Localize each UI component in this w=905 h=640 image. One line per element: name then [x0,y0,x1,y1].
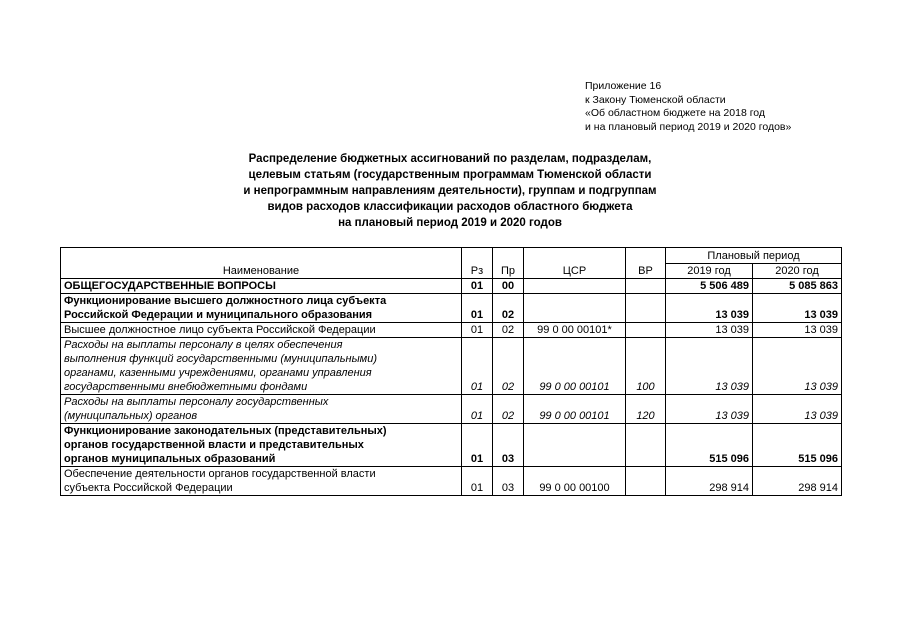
row-2019: 13 039 [666,323,753,338]
row-2020: 13 039 [753,395,842,424]
row-pr: 00 [493,279,524,294]
row-2019: 515 096 [666,424,753,467]
document-title [160,151,740,231]
table-row [61,467,842,496]
row-name-line: Обеспечение деятельности органов государственной власти [64,468,376,480]
row-name-line: (муниципальных) органов [64,410,198,422]
row-2020: 13 039 [753,323,842,338]
row-name [61,467,462,496]
row-csr [524,294,626,323]
row-csr: 99 0 00 00101 [524,395,626,424]
row-csr [524,424,626,467]
title-line: целевым статьям (государственным программам Тюменской области [248,169,652,181]
row-name-line: Расходы на выплаты персоналу в целях обеспечения [64,339,343,351]
row-rz: 01 [462,467,493,496]
row-name-line: ОБЩЕГОСУДАРСТВЕННЫЕ ВОПРОСЫ [64,280,276,292]
table-body [61,279,842,496]
table-row [61,323,842,338]
row-name-line: Функционирование законодательных (представительных) [64,425,387,437]
budget-table [60,247,842,496]
row-2019: 298 914 [666,467,753,496]
row-name-line: Высшее должностное лицо субъекта Российской Федерации [64,324,376,336]
header-name: Наименование [61,248,462,279]
title-line: видов расходов классификации расходов областного бюджета [267,201,633,213]
table-row [61,279,842,294]
row-rz: 01 [462,279,493,294]
row-rz: 01 [462,294,493,323]
row-2020: 13 039 [753,338,842,395]
row-name-line: Функционирование высшего должностного лица субъекта [64,295,387,307]
row-csr: 99 0 00 00101* [524,323,626,338]
row-2020: 515 096 [753,424,842,467]
row-pr: 02 [493,338,524,395]
row-rz: 01 [462,424,493,467]
row-name-line: субъекта Российской Федерации [64,482,233,494]
row-vr [626,467,666,496]
table-row [61,294,842,323]
table-row [61,338,842,395]
table-row [61,424,842,467]
header-vr: ВР [626,248,666,279]
row-name [61,338,462,395]
annex-line: Приложение 16 [585,80,662,92]
row-name [61,279,462,294]
row-2019: 13 039 [666,294,753,323]
annex-line: к Закону Тюменской области [585,93,726,106]
row-name-line: выполнения функций государственными (муниципальными) [64,353,377,365]
table-row [61,395,842,424]
row-name-line: органов государственной власти и представительных [64,439,364,451]
row-2020: 13 039 [753,294,842,323]
annex-note [585,80,791,134]
row-vr [626,424,666,467]
row-pr: 02 [493,395,524,424]
title-line: Распределение бюджетных ассигнований по разделам, подразделам, [248,153,652,165]
row-2019: 13 039 [666,395,753,424]
row-pr: 02 [493,323,524,338]
row-name [61,395,462,424]
row-rz: 01 [462,323,493,338]
row-rz: 01 [462,395,493,424]
row-csr: 99 0 00 00101 [524,338,626,395]
row-name-line: органами, казенными учреждениями, органами управления [64,367,372,379]
header-period: Плановый период [666,248,842,264]
row-pr: 03 [493,424,524,467]
row-vr [626,294,666,323]
row-2019: 5 506 489 [666,279,753,294]
row-csr: 99 0 00 00100 [524,467,626,496]
row-csr [524,279,626,294]
row-pr: 03 [493,467,524,496]
annex-line: «Об областном бюджете на 2018 год [585,107,766,119]
row-rz: 01 [462,338,493,395]
row-vr: 120 [626,395,666,424]
header-rz: Рз [462,248,493,279]
annex-line: и на плановый период 2019 и 2020 годов» [585,120,792,133]
row-vr: 100 [626,338,666,395]
row-name [61,294,462,323]
row-pr: 02 [493,294,524,323]
title-line: и непрограммным направлениям деятельности), группам и подгруппам [243,185,657,197]
header-2020: 2020 год [753,264,842,279]
row-2020: 298 914 [753,467,842,496]
row-vr [626,279,666,294]
row-2020: 5 085 863 [753,279,842,294]
row-name-line: Расходы на выплаты персоналу государственных [64,396,329,408]
row-name [61,424,462,467]
row-name-line: органов муниципальных образований [64,453,276,465]
title-line: на плановый период 2019 и 2020 годов [338,217,562,229]
header-csr: ЦСР [524,248,626,279]
row-name-line: государственными внебюджетными фондами [64,381,308,393]
row-vr [626,323,666,338]
row-2019: 13 039 [666,338,753,395]
header-pr: Пр [493,248,524,279]
header-2019: 2019 год [666,264,753,279]
row-name-line: Российской Федерации и муниципального образования [64,309,373,321]
row-name [61,323,462,338]
